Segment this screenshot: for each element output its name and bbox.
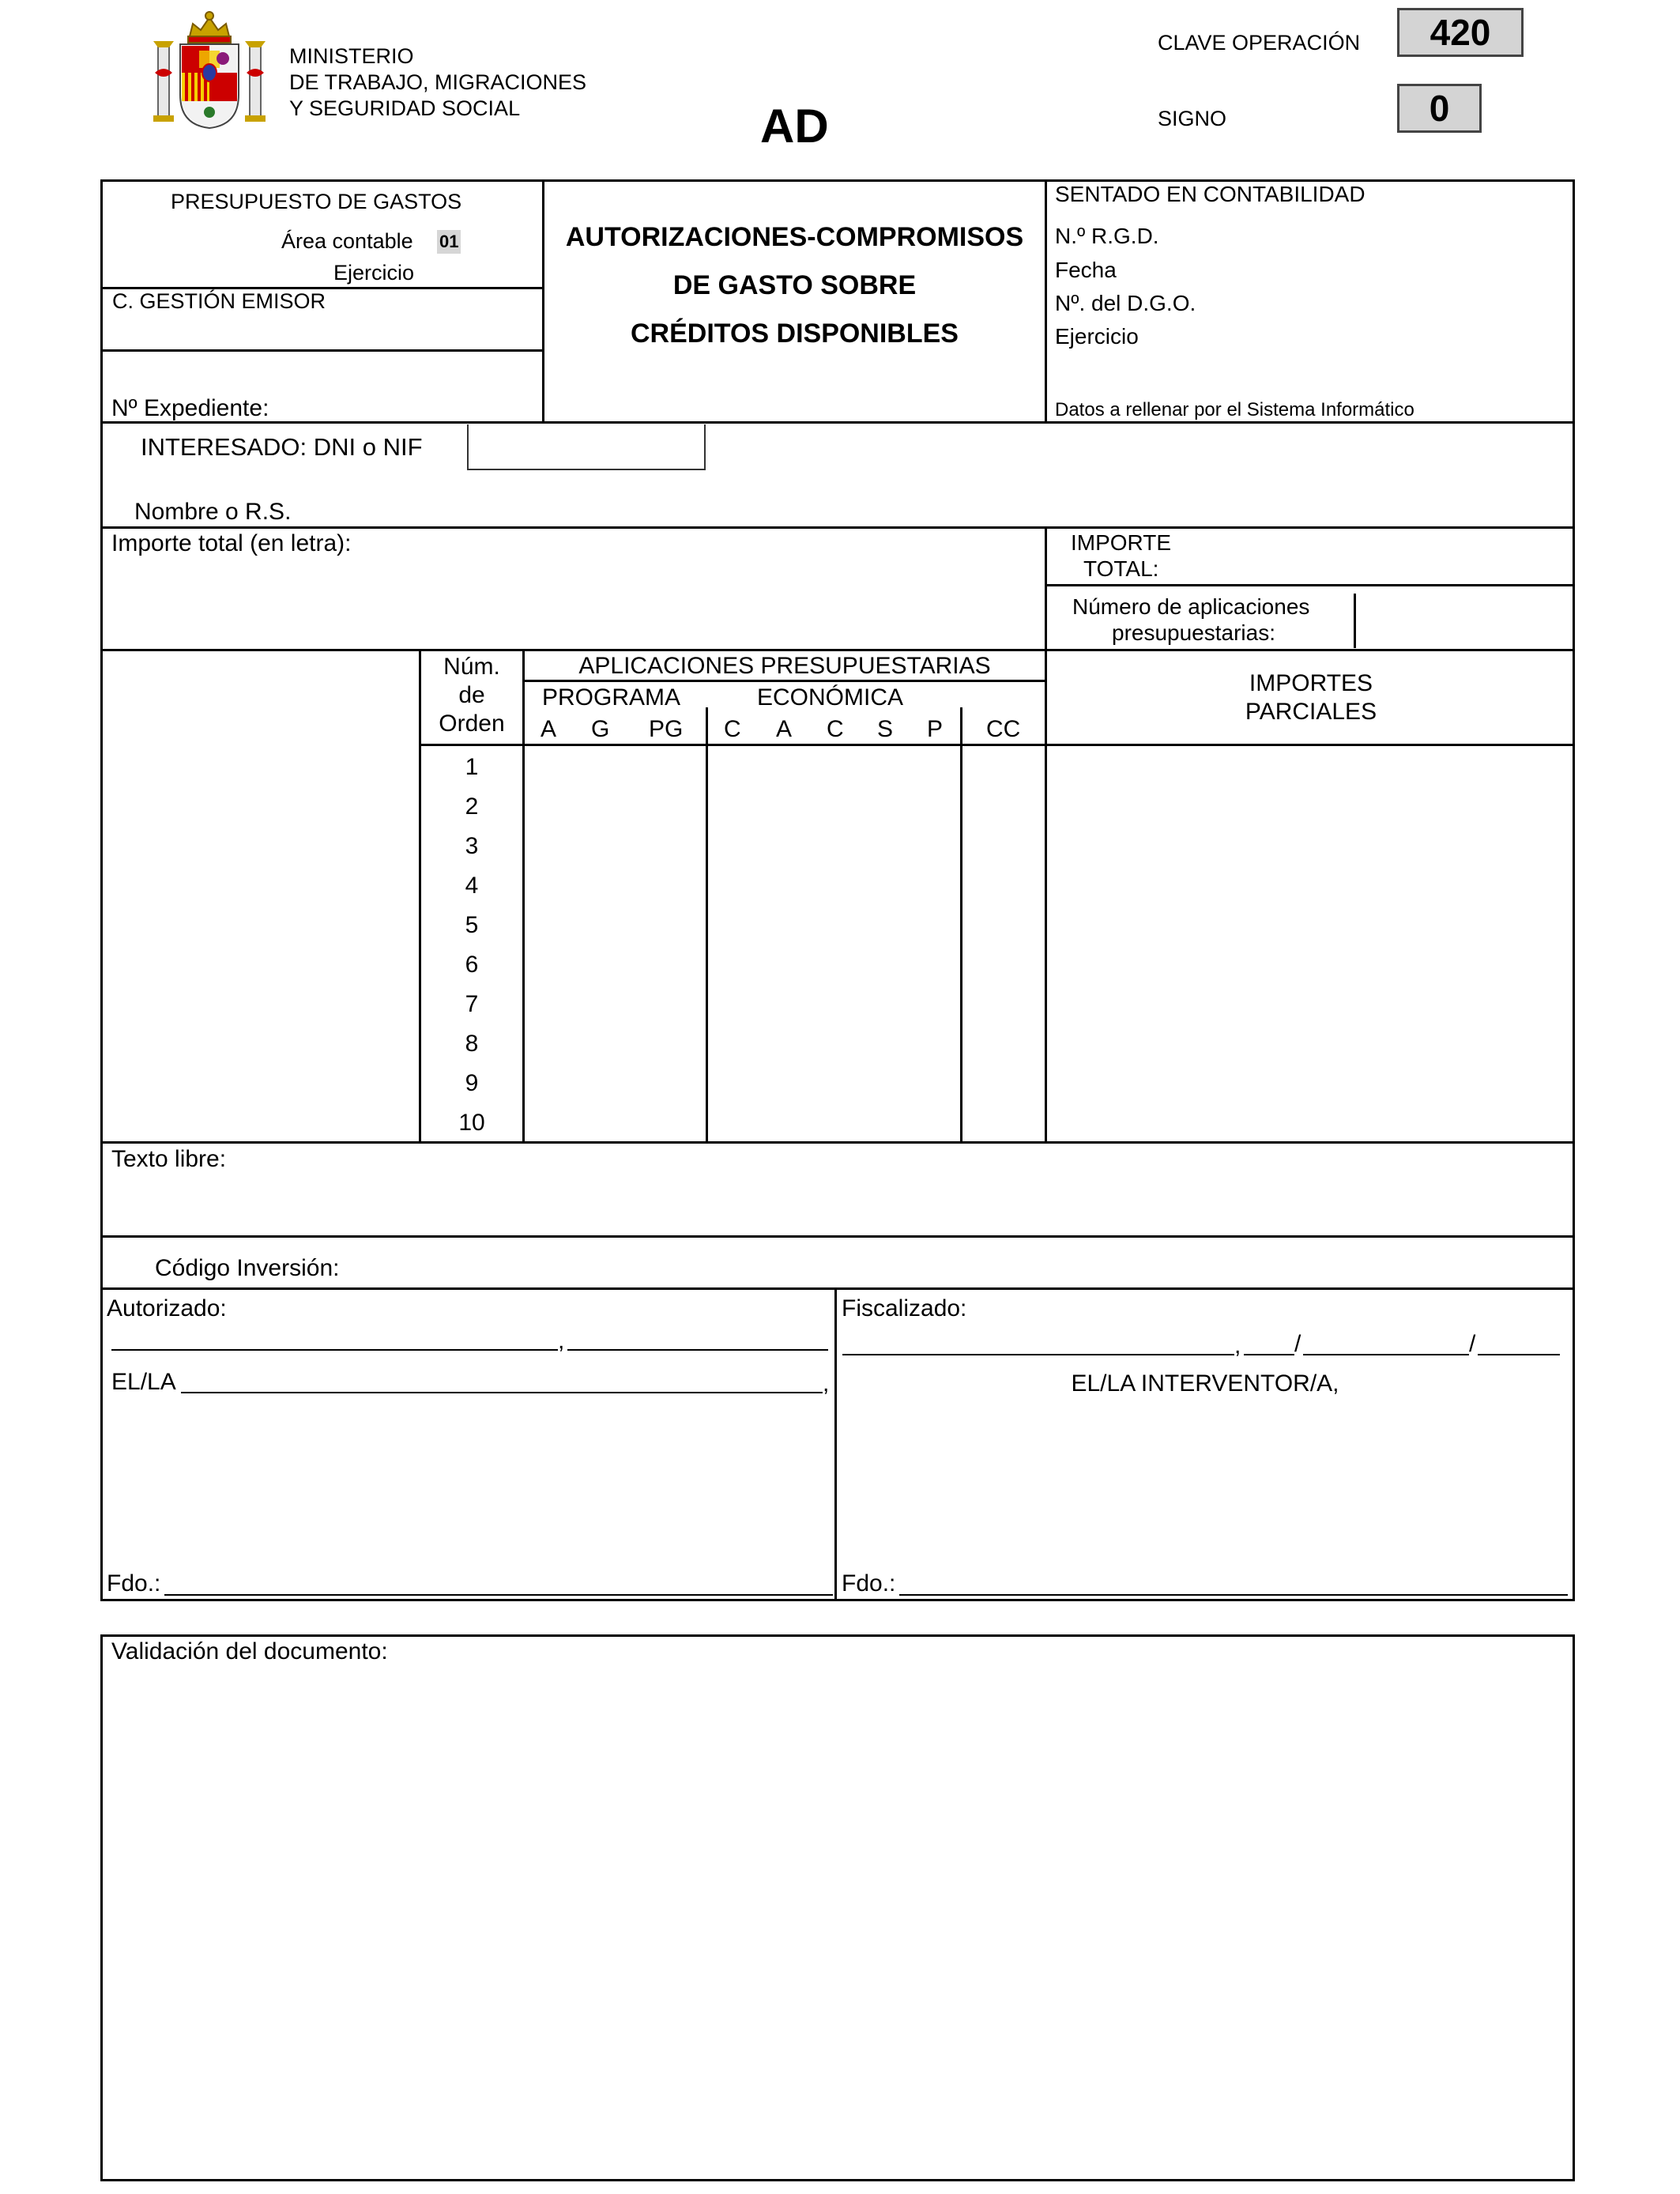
- economica-entries[interactable]: [711, 749, 959, 1140]
- rgd-label: N.º R.G.D.: [1055, 224, 1159, 248]
- importes-parciales-entries[interactable]: [1051, 749, 1572, 1140]
- divider: [1045, 584, 1575, 586]
- ministry-line-1: MINISTERIO: [289, 44, 414, 68]
- subcol-pg: PG: [649, 716, 684, 742]
- fiscalizado-slash-1: /: [1294, 1331, 1301, 1357]
- importe-total-field[interactable]: [1185, 553, 1568, 583]
- importe-total-label-2: TOTAL:: [1083, 556, 1159, 581]
- importe-letra-label: Importe total (en letra):: [111, 530, 352, 556]
- texto-libre-field[interactable]: [111, 1178, 1568, 1235]
- row-number: 2: [465, 794, 479, 820]
- num-orden-header-2: de: [458, 682, 485, 708]
- subcol-s: S: [877, 716, 894, 742]
- title-line-2: DE GASTO SOBRE: [672, 270, 917, 300]
- row-number: 7: [465, 991, 479, 1017]
- area-contable-value: 01: [437, 230, 461, 254]
- programa-header: PROGRAMA: [542, 684, 681, 711]
- ministry-line-3: Y SEGURIDAD SOCIAL: [289, 96, 521, 120]
- gestion-emisor-field[interactable]: [111, 318, 533, 348]
- autorizado-fdo-line: [164, 1594, 833, 1596]
- subcol-c: C: [724, 716, 741, 742]
- autorizado-fdo-label: Fdo.:: [107, 1570, 161, 1596]
- divider: [100, 349, 543, 352]
- row-number: 8: [465, 1031, 479, 1057]
- fiscalizado-slash-2: /: [1469, 1331, 1476, 1357]
- row-number: 4: [465, 873, 479, 899]
- document-code: AD: [760, 100, 829, 153]
- dgo-label: Nº. del D.G.O.: [1055, 291, 1196, 315]
- title-line-3: CRÉDITOS DISPONIBLES: [631, 319, 959, 349]
- row-number: 6: [465, 952, 479, 978]
- clave-operacion-value: 420: [1397, 8, 1524, 57]
- fecha-label: Fecha: [1055, 258, 1117, 282]
- fiscalizado-day-line: [1244, 1354, 1294, 1355]
- num-orden-header-3: Orden: [439, 711, 505, 737]
- num-orden-header-1: Núm.: [443, 654, 500, 680]
- divider: [1045, 526, 1047, 1142]
- autorizado-label: Autorizado:: [107, 1295, 227, 1321]
- programa-entries[interactable]: [528, 749, 705, 1140]
- subcol-cc: CC: [986, 716, 1021, 742]
- title-line-1: AUTORIZACIONES-COMPROMISOS: [565, 222, 1024, 252]
- el-la-line: [181, 1392, 823, 1393]
- num-aplicaciones-label-2: presupuestarias:: [1112, 620, 1276, 645]
- subcol-a: A: [541, 716, 557, 742]
- economica-header: ECONÓMICA: [757, 684, 904, 711]
- divider: [706, 707, 708, 1142]
- area-contable-label: Área contable: [281, 229, 413, 253]
- fiscalizado-place-line: [842, 1354, 1234, 1355]
- fiscalizado-fdo-line: [899, 1594, 1568, 1596]
- interventor-label: EL/LA INTERVENTOR/A,: [1071, 1370, 1339, 1397]
- divider: [1045, 179, 1047, 422]
- importe-letra-field[interactable]: [111, 563, 1038, 645]
- codigo-inversion-label: Código Inversión:: [155, 1255, 340, 1281]
- codigo-inversion-field[interactable]: [356, 1252, 1568, 1285]
- divider: [420, 744, 1575, 746]
- nombre-rs-label: Nombre o R.S.: [134, 499, 292, 525]
- sistema-informatico-note: Datos a rellenar por el Sistema Informático: [1055, 399, 1414, 420]
- validacion-frame: [100, 1634, 1575, 2181]
- validacion-label: Validación del documento:: [111, 1638, 388, 1664]
- fiscalizado-month-line: [1303, 1354, 1469, 1355]
- num-aplicaciones-label-1: Número de aplicaciones: [1072, 594, 1310, 619]
- divider: [542, 179, 544, 422]
- importe-total-label-1: IMPORTE: [1071, 530, 1172, 555]
- coat-of-arms-icon: [152, 9, 267, 130]
- row-number: 10: [458, 1110, 485, 1136]
- interesado-label: INTERESADO: DNI o NIF: [141, 433, 423, 461]
- contabilidad-ejercicio-label: Ejercicio: [1055, 324, 1139, 349]
- signo-value: 0: [1397, 84, 1482, 133]
- presupuesto-gastos-label: PRESUPUESTO DE GASTOS: [171, 190, 462, 213]
- subcol-a2: A: [776, 716, 793, 742]
- subcol-c2: C: [827, 716, 844, 742]
- row-number: 9: [465, 1070, 479, 1096]
- signo-label: SIGNO: [1158, 107, 1227, 130]
- row-number: 5: [465, 912, 479, 938]
- subcol-p: P: [927, 716, 944, 742]
- autorizado-place-line: [111, 1349, 558, 1351]
- divider: [100, 1235, 1575, 1238]
- fiscalizado-label: Fiscalizado:: [842, 1295, 967, 1321]
- divider: [100, 1141, 1575, 1144]
- el-la-comma: ,: [823, 1370, 830, 1397]
- autorizado-date-line: [567, 1349, 828, 1351]
- divider: [100, 526, 1575, 529]
- nombre-rs-field[interactable]: [316, 495, 1560, 526]
- expediente-field[interactable]: [284, 392, 541, 422]
- divider: [522, 649, 525, 1142]
- ejercicio-label: Ejercicio: [333, 261, 415, 285]
- cc-entries[interactable]: [966, 749, 1044, 1140]
- dni-nif-field[interactable]: [471, 428, 703, 466]
- divider: [834, 1287, 837, 1601]
- divider: [960, 707, 962, 1142]
- row-number: 1: [465, 754, 479, 780]
- el-la-label: EL/LA: [111, 1369, 176, 1395]
- texto-libre-label: Texto libre:: [111, 1146, 227, 1172]
- contabilidad-heading: SENTADO EN CONTABILIDAD: [1055, 182, 1365, 206]
- fiscalizado-fdo-label: Fdo.:: [842, 1570, 896, 1596]
- fiscalizado-year-line: [1478, 1354, 1560, 1355]
- clave-operacion-label: CLAVE OPERACIÓN: [1158, 31, 1361, 55]
- fiscalizado-comma: ,: [1234, 1333, 1241, 1359]
- divider: [100, 1287, 1575, 1290]
- expediente-label: Nº Expediente:: [111, 395, 269, 421]
- subcol-g: G: [591, 716, 610, 742]
- ministry-line-2: DE TRABAJO, MIGRACIONES: [289, 70, 587, 94]
- autorizado-comma: ,: [558, 1328, 565, 1354]
- divider: [100, 649, 1575, 651]
- row-number: 3: [465, 833, 479, 859]
- divider: [1354, 594, 1356, 648]
- importes-parciales-header-1: IMPORTES: [1249, 670, 1373, 696]
- gestion-emisor-label: C. GESTIÓN EMISOR: [112, 289, 326, 313]
- importes-parciales-header-2: PARCIALES: [1245, 699, 1377, 725]
- num-aplicaciones-field[interactable]: [1361, 601, 1569, 642]
- aplicaciones-header: APLICACIONES PRESUPUESTARIAS: [578, 653, 991, 679]
- divider: [522, 680, 1045, 682]
